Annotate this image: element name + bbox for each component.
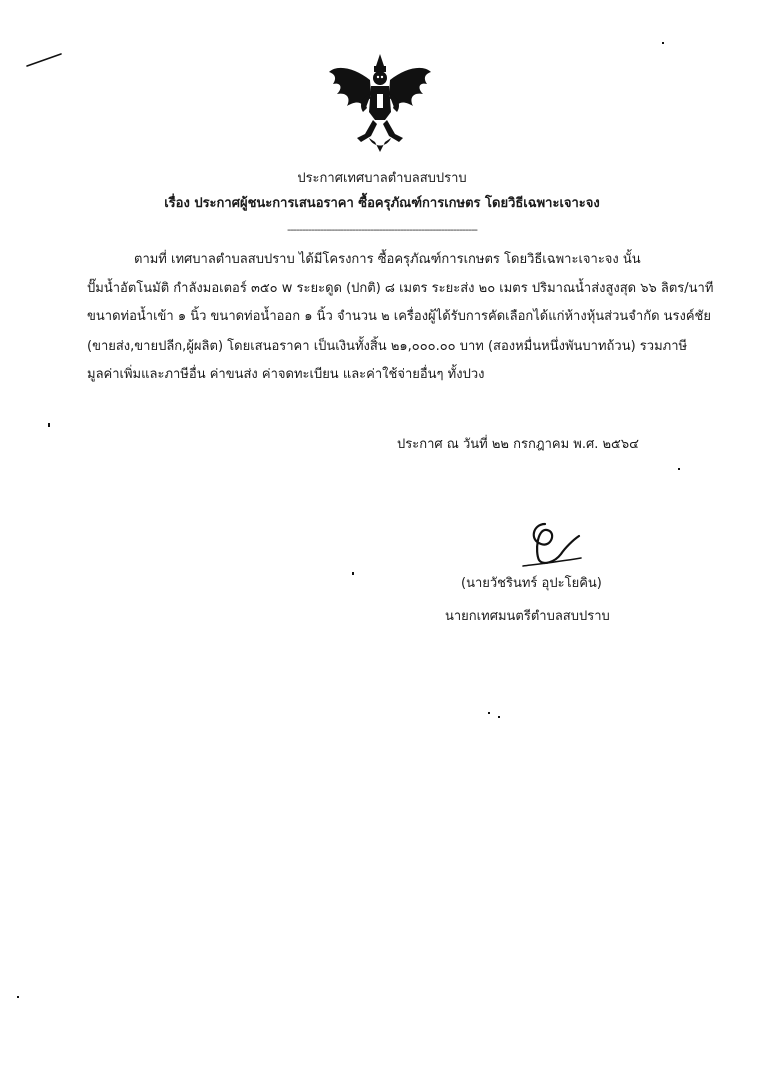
- announcement-date: ประกาศ ณ วันที่ ๒๒ กรกฎาคม พ.ศ. ๒๕๖๔: [397, 437, 639, 452]
- scan-speck: [662, 42, 664, 44]
- scan-speck: [48, 423, 50, 427]
- document-office-heading: ประกาศเทศบาลตำบลสบปราบ: [297, 171, 467, 186]
- body-line-3: ขนาดท่อน้ำเข้า ๑ นิ้ว ขนาดท่อน้ำออก ๑ นิ้ว จำนวน ๒ เครื่องผู้ได้รับการคัดเลือกได้แก่ห้างหุ้นส่วนจำกัด นรงค์ชัย: [87, 309, 711, 324]
- body-line-5: มูลค่าเพิ่มและภาษีอื่น ค่าขนส่ง ค่าจดทะเบียน และค่าใช้จ่ายอื่นๆ ทั้งปวง: [87, 367, 485, 382]
- scan-speck: [678, 468, 680, 470]
- garuda-emblem: [325, 50, 435, 155]
- heading-divider: ----------------------------------------------------------------: [286, 223, 478, 236]
- signer-title: นายกเทศมนตรีตำบลสบปราบ: [445, 609, 610, 624]
- scan-speck: [17, 996, 19, 998]
- scan-speck: [498, 716, 500, 718]
- scan-speck: [352, 572, 354, 575]
- signer-name: (นายวัชรินทร์ อุปะโยคิน): [461, 576, 602, 591]
- document-subject: เรื่อง ประกาศผู้ชนะการเสนอราคา ซื้อครุภัณฑ์การเกษตร โดยวิธีเฉพาะเจาะจง: [164, 196, 600, 211]
- body-line-4: (ขายส่ง,ขายปลีก,ผู้ผลิต) โดยเสนอราคา เป็นเงินทั้งสิ้น ๒๑,๐๐๐.๐๐ บาท (สองหมื่นหนึ่งพันบาทถ้วน) รวมภาษี: [87, 339, 688, 354]
- signature: [515, 518, 585, 573]
- scan-mark-stroke: [25, 50, 65, 70]
- body-line-2: ปั๊มน้ำอัตโนมัติ กำลังมอเตอร์ ๓๕๐ w ระยะดูด (ปกติ) ๘ เมตร ระยะส่ง ๒๐ เมตร ปริมาณน้ำส่งสูงสุด ๖๖ ลิตร/นาที: [87, 281, 714, 296]
- scan-speck: [488, 712, 490, 714]
- body-line-1: ตามที่ เทศบาลตำบลสบปราบ ได้มีโครงการ ซื้อครุภัณฑ์การเกษตร โดยวิธีเฉพาะเจาะจง นั้น: [134, 252, 641, 267]
